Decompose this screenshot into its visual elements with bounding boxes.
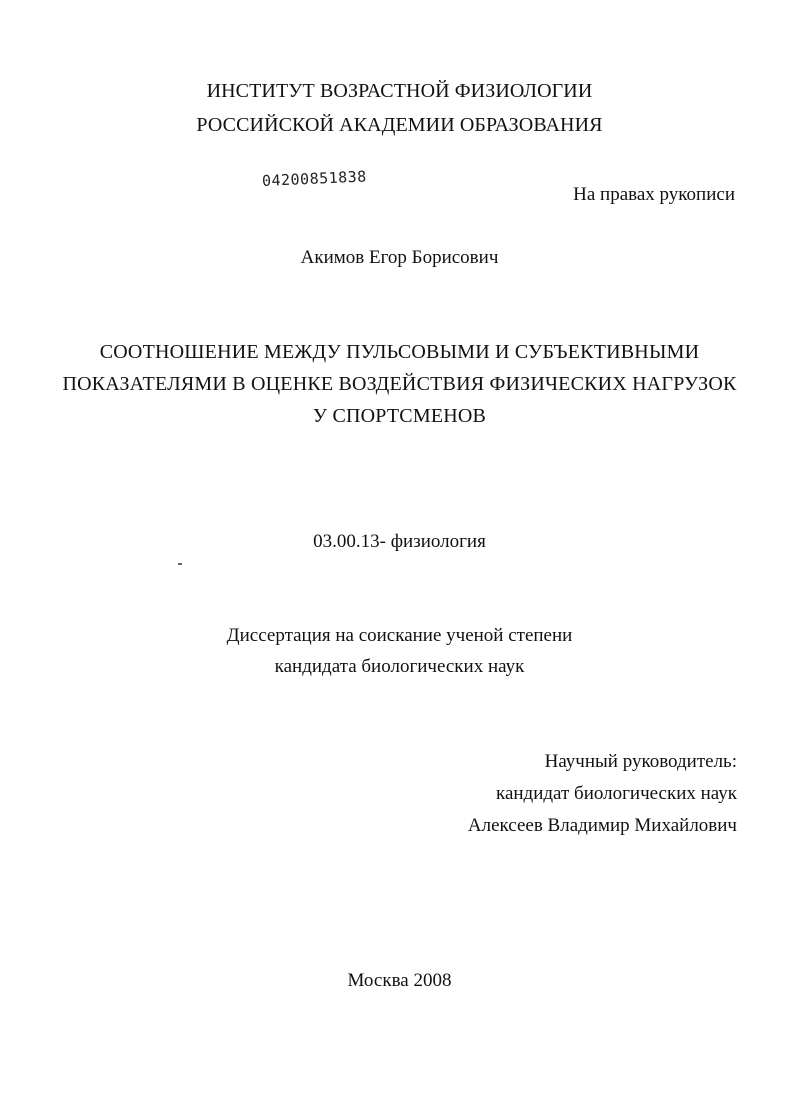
degree-line1: Диссертация на соискание ученой степени bbox=[226, 625, 573, 646]
scan-speck bbox=[178, 563, 182, 565]
registration-stamp-number: 04200851838 bbox=[261, 167, 368, 190]
thesis-title-line3: У СПОРТСМЕНОВ bbox=[312, 405, 487, 427]
supervisor-name: Алексеев Владимир Михайлович bbox=[467, 815, 737, 836]
specialty-code: 03.00.13- физиология bbox=[313, 531, 486, 552]
institute-name-line2: РОССИЙСКОЙ АКАДЕМИИ ОБРАЗОВАНИЯ bbox=[196, 114, 603, 136]
supervisor-degree: кандидат биологических наук bbox=[496, 783, 737, 804]
thesis-title-line1: СООТНОШЕНИЕ МЕЖДУ ПУЛЬСОВЫМИ И СУБЪЕКТИВНЫМИ bbox=[99, 341, 700, 363]
manuscript-note: На правах рукописи bbox=[573, 184, 735, 205]
thesis-title-line2: ПОКАЗАТЕЛЯМИ В ОЦЕНКЕ ВОЗДЕЙСТВИЯ ФИЗИЧЕСКИХ НАГРУЗОК bbox=[62, 373, 737, 395]
degree-line2: кандидата биологических наук bbox=[274, 656, 525, 677]
place-and-year: Москва 2008 bbox=[347, 970, 452, 991]
supervisor-heading: Научный руководитель: bbox=[544, 751, 737, 772]
author-name: Акимов Егор Борисович bbox=[300, 247, 499, 268]
institute-name-line1: ИНСТИТУТ ВОЗРАСТНОЙ ФИЗИОЛОГИИ bbox=[206, 80, 593, 102]
